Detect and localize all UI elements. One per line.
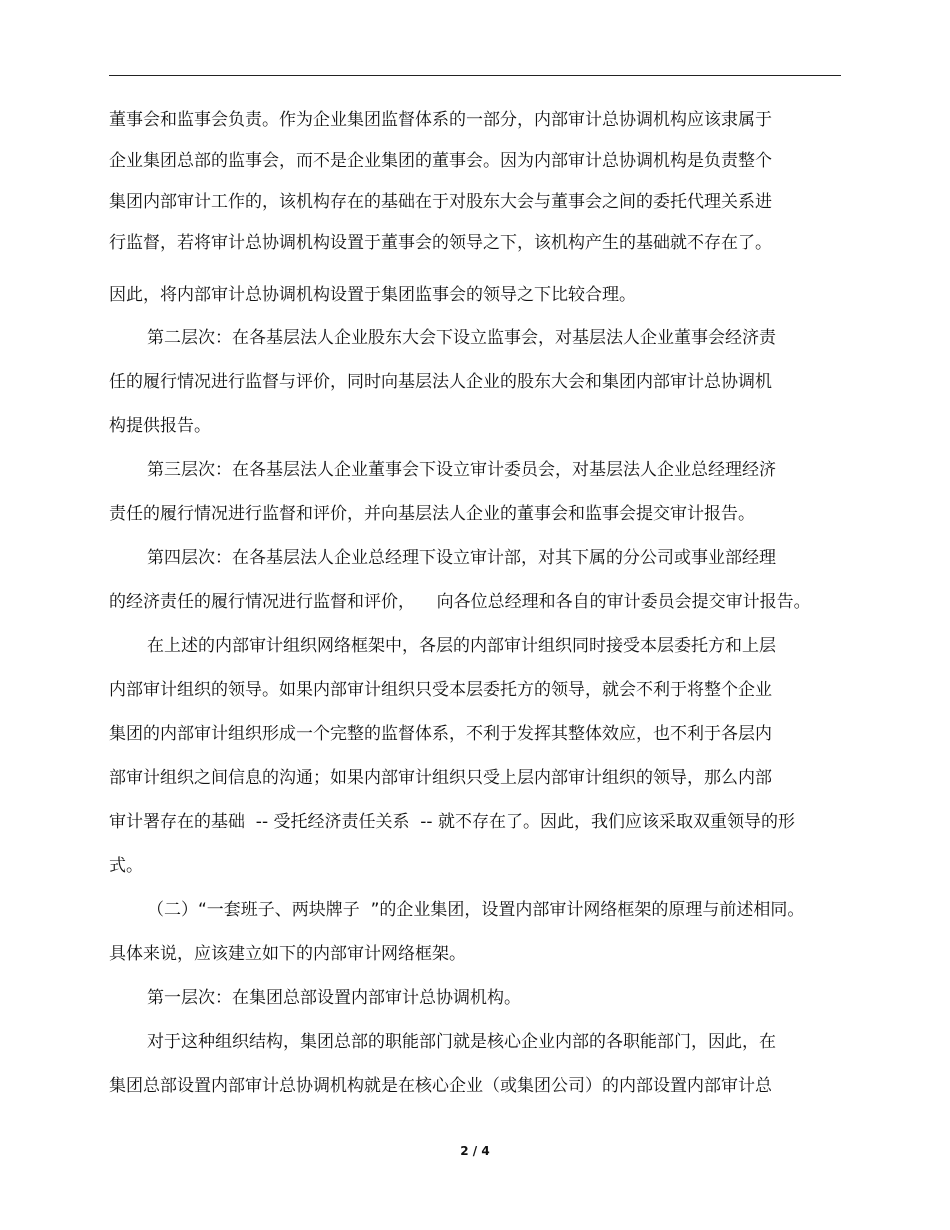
text-line: 董事会和监事会负责。作为企业集团监督体系的一部分，内部审计总协调机构应该隶属于 bbox=[109, 110, 772, 130]
text-line: 第一层次：在集团总部设置内部审计总协调机构。 bbox=[147, 988, 521, 1008]
text-line: 式。 bbox=[109, 856, 143, 876]
text-line: 审计署存在的基础 -- 受托经济责任关系 -- 就不存在了。因此，我们应该采取双重领导的形 bbox=[109, 812, 795, 832]
text-line: 集团总部设置内部审计总协调机构就是在核心企业（或集团公司）的内部设置内部审计总 bbox=[109, 1076, 772, 1096]
text-line: 第三层次：在各基层法人企业董事会下设立审计委员会，对基层法人企业总经理经济 bbox=[147, 460, 776, 480]
text-line: 因此，将内部审计总协调机构设置于集团监事会的领导之下比较合理。 bbox=[109, 285, 636, 305]
header-rule bbox=[109, 75, 841, 76]
text-line: 在上述的内部审计组织网络框架中，各层的内部审计组织同时接受本层委托方和上层 bbox=[147, 636, 776, 656]
text-line: 行监督，若将审计总协调机构设置于董事会的领导之下，该机构产生的基础就不存在了。 bbox=[109, 233, 772, 253]
text-line: 第二层次：在各基层法人企业股东大会下设立监事会，对基层法人企业董事会经济责 bbox=[147, 328, 776, 348]
text-line: （二）“一套班子、两块牌子 ”的企业集团，设置内部审计网络框架的原理与前述相同。 bbox=[147, 900, 805, 920]
text-line: 第四层次：在各基层法人企业总经理下设立审计部，对其下属的分公司或事业部经理 bbox=[147, 548, 776, 568]
text-line: 的经济责任的履行情况进行监督和评价， 向各位总经理和各自的审计委员会提交审计报告。 bbox=[109, 592, 811, 612]
text-line: 集团内部审计工作的，该机构存在的基础在于对股东大会与董事会之间的委托代理关系进 bbox=[109, 192, 772, 212]
text-line: 对于这种组织结构，集团总部的职能部门就是核心企业内部的各职能部门，因此，在 bbox=[147, 1032, 776, 1052]
text-line: 企业集团总部的监事会，而不是企业集团的董事会。因为内部审计总协调机构是负责整个 bbox=[109, 151, 772, 171]
text-line: 具体来说，应该建立如下的内部审计网络框架。 bbox=[109, 944, 466, 964]
text-line: 责任的履行情况进行监督和评价，并向基层法人企业的董事会和监事会提交审计报告。 bbox=[109, 504, 755, 524]
text-line: 任的履行情况进行监督与评价，同时向基层法人企业的股东大会和集团内部审计总协调机 bbox=[109, 372, 772, 392]
text-line: 部审计组织之间信息的沟通；如果内部审计组织只受上层内部审计组织的领导，那么内部 bbox=[109, 768, 772, 788]
text-line: 构提供报告。 bbox=[109, 416, 211, 436]
text-line: 内部审计组织的领导。如果内部审计组织只受本层委托方的领导，就会不利于将整个企业 bbox=[109, 680, 772, 700]
page-number: 2 / 4 bbox=[460, 1144, 490, 1158]
text-line: 集团的内部审计组织形成一个完整的监督体系，不利于发挥其整体效应，也不利于各层内 bbox=[109, 724, 772, 744]
